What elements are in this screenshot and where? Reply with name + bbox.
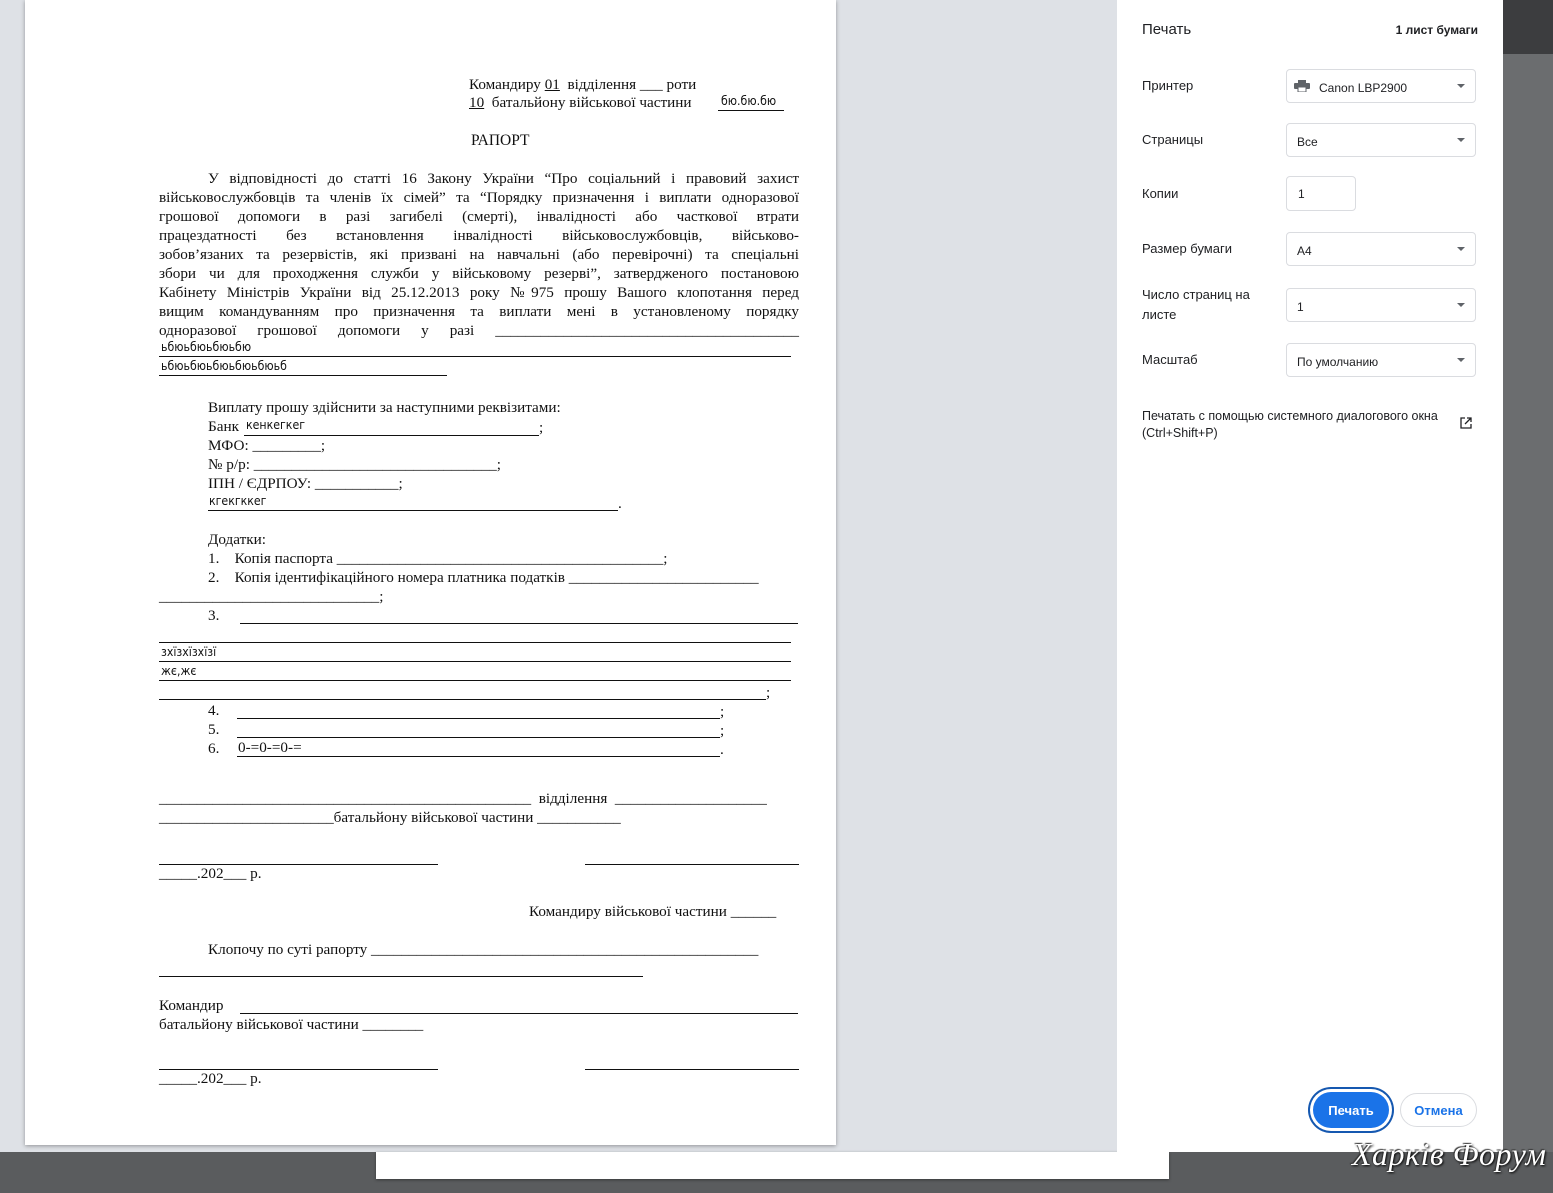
signature-department-line: _________________________________________________ відділення ____________________ (159, 790, 767, 807)
attachment-5-number: 5. (208, 721, 220, 738)
attachment-4-semicolon: ; (720, 703, 725, 720)
print-button[interactable]: Печать (1313, 1092, 1389, 1128)
payment-intro: Виплату прошу здійснити за наступними реквізитами: (208, 399, 561, 416)
attachment-3-number: 3. (208, 607, 220, 624)
reason-underline-2 (159, 375, 447, 376)
reason-value-2: ьбюьбюьбюьбюьбюьб (161, 358, 287, 373)
addressee-battalion-line (469, 94, 692, 112)
attachment-3-value-2: жє,жє (161, 663, 197, 678)
petition-line: Клопочу по суті рапорту ___________________________________________________ (208, 941, 759, 958)
body-line-3: грошової допомоги в разі загибелі (смерті), інвалідності або часткової втрати (159, 208, 799, 225)
signature-battalion-line: _______________________батальйону військової частини ___________ (159, 809, 621, 826)
unit-value: бю.бю.бю (721, 93, 777, 108)
attachment-5-semicolon: ; (720, 722, 725, 739)
date-line: _____.202___ р. (159, 865, 262, 882)
addressee-battalion-number: 10 (469, 94, 485, 111)
ipn-value: кгекгккег (209, 493, 267, 508)
scale-value: По умолчанию (1297, 355, 1379, 369)
chevron-down-icon (1457, 358, 1465, 362)
printer-select[interactable] (1286, 69, 1476, 103)
attachment-3-underline-4 (159, 680, 791, 681)
signature-underline-right (585, 864, 799, 865)
commander-underline (240, 1013, 798, 1014)
attachment-6-underline (237, 756, 720, 757)
pages-per-sheet-label: Число страниц на (1142, 287, 1250, 302)
account-line: № р/р: ________________________________; (208, 456, 501, 473)
commander-battalion-line: батальйону військової частини ________ (159, 1016, 424, 1033)
scale-label: Масштаб (1142, 352, 1198, 367)
paper-size-select[interactable] (1286, 232, 1476, 266)
bank-label: Банк (208, 418, 239, 435)
copies-label: Копии (1142, 186, 1179, 201)
attachment-6-number: 6. (208, 740, 220, 757)
pages-select[interactable] (1286, 123, 1476, 157)
attachments-label: Додатки: (208, 531, 266, 548)
open-in-new-icon[interactable] (1460, 417, 1472, 429)
chevron-down-icon (1457, 247, 1465, 251)
mfo-line: МФО: _________; (208, 437, 326, 454)
attachment-5-underline (237, 737, 720, 738)
paper-size-label: Размер бумаги (1142, 241, 1232, 256)
body-line-8: вищим командуванням про призначення та виплати мені в установленому порядку (159, 303, 799, 320)
sheet-count: 1 лист бумаги (1395, 23, 1478, 37)
addressee-battalion-text: батальйону військової частини (484, 94, 692, 111)
unit-underline (718, 110, 784, 111)
cancel-button[interactable]: Отмена (1400, 1093, 1477, 1127)
commander-signature-underline-right (585, 1069, 799, 1070)
body-line-9: одноразової грошової допомоги у разі ________________________________________ (159, 322, 799, 339)
scrollbar-thumb[interactable] (1503, 0, 1553, 54)
body-line-6: збори чи для проходження служби у військовому резерві”, затвердженого постановою (159, 265, 799, 282)
attachment-3-underline-3 (159, 661, 791, 662)
attachment-4-underline (237, 718, 720, 719)
body-line-7: Кабінету Міністрів України від 25.12.2013 року №975 прошу Вашого клопотання перед (159, 284, 799, 301)
scrollbar-track[interactable] (1503, 0, 1553, 1152)
ipn-period: . (618, 495, 622, 512)
preview-page-2 (376, 1152, 1169, 1179)
addressee-prefix: Командиру (469, 76, 545, 93)
bank-value: кенкегкег (246, 417, 305, 432)
attachment-3-underline (240, 623, 798, 624)
ipn-underline (208, 510, 618, 511)
pages-per-sheet-value: 1 (1297, 300, 1304, 314)
pages-value: Все (1297, 135, 1318, 149)
print-title: Печать (1142, 21, 1192, 38)
body-line-5: зобов’язаних та резервістів, які призвані на навчальні (або перевірочні) та спеціальні (159, 246, 799, 263)
addressee-line (469, 76, 696, 94)
pages-label: Страницы (1142, 132, 1204, 147)
attachment-2: 2. Копія ідентифікаційного номера платника податків _________________________ (208, 569, 759, 586)
attachment-3-underline-2 (159, 642, 791, 643)
attachment-1: 1. Копія паспорта ___________________________________________; (208, 550, 668, 567)
chevron-down-icon (1457, 84, 1465, 88)
document-heading: РАПОРТ (471, 132, 530, 149)
attachment-6-period: . (720, 741, 724, 758)
printer-label: Принтер (1142, 78, 1194, 93)
attachment-3-underline-5 (159, 699, 766, 700)
body-line-4: працездатності без встановлення інвалідності військовослужбовців, військово- (159, 227, 799, 244)
printer-icon (1294, 80, 1310, 92)
print-settings-panel (1117, 0, 1503, 1152)
chevron-down-icon (1457, 303, 1465, 307)
reason-underline-1 (159, 356, 791, 357)
bank-semicolon: ; (539, 419, 544, 436)
commander-to-line: Командиру військової частини ______ (529, 903, 777, 920)
addressee-unit-number: 01 (544, 76, 560, 93)
scale-select[interactable] (1286, 343, 1476, 377)
pages-per-sheet-label-2: листе (1142, 307, 1177, 322)
pages-per-sheet-select[interactable] (1286, 288, 1476, 322)
chevron-down-icon (1457, 138, 1465, 142)
preview-page-1 (25, 0, 836, 1145)
ipn-line: ІПН / ЄДРПОУ: ___________; (208, 475, 403, 492)
copies-input[interactable]: 1 (1286, 176, 1356, 211)
paper-size-value: A4 (1297, 244, 1312, 258)
petition-underline (159, 976, 643, 977)
body-line-1: У відповідності до статті 16 Закону України “Про соціальний і правовий захист (208, 170, 799, 187)
attachment-4-number: 4. (208, 702, 220, 719)
commander-label: Командир (159, 997, 224, 1014)
system-dialog-link[interactable]: Печатать с помощью системного диалогового окна (Ctrl+Shift+P) (1142, 409, 1438, 440)
bank-underline (244, 435, 539, 436)
attachment-6-value: 0-=0-=0-= (238, 739, 302, 756)
body-line-2: військовослужбовців та членів їх сімей” та “Порядку призначення і виплати одноразової (159, 189, 799, 206)
addressee-company: відділення ___ роти (559, 76, 697, 93)
reason-value-1: ьбюьбюьбюьбю (161, 339, 252, 354)
attachment-2-cont: _____________________________; (159, 588, 384, 605)
attachment-3-value-1: зхїзхїзхїзї (161, 644, 217, 659)
printer-value: Canon LBP2900 (1319, 81, 1408, 95)
attachment-3-semicolon: ; (766, 684, 771, 701)
forum-watermark: Харків Форум (1352, 1136, 1547, 1172)
date-line-2: _____.202___ р. (159, 1070, 262, 1087)
